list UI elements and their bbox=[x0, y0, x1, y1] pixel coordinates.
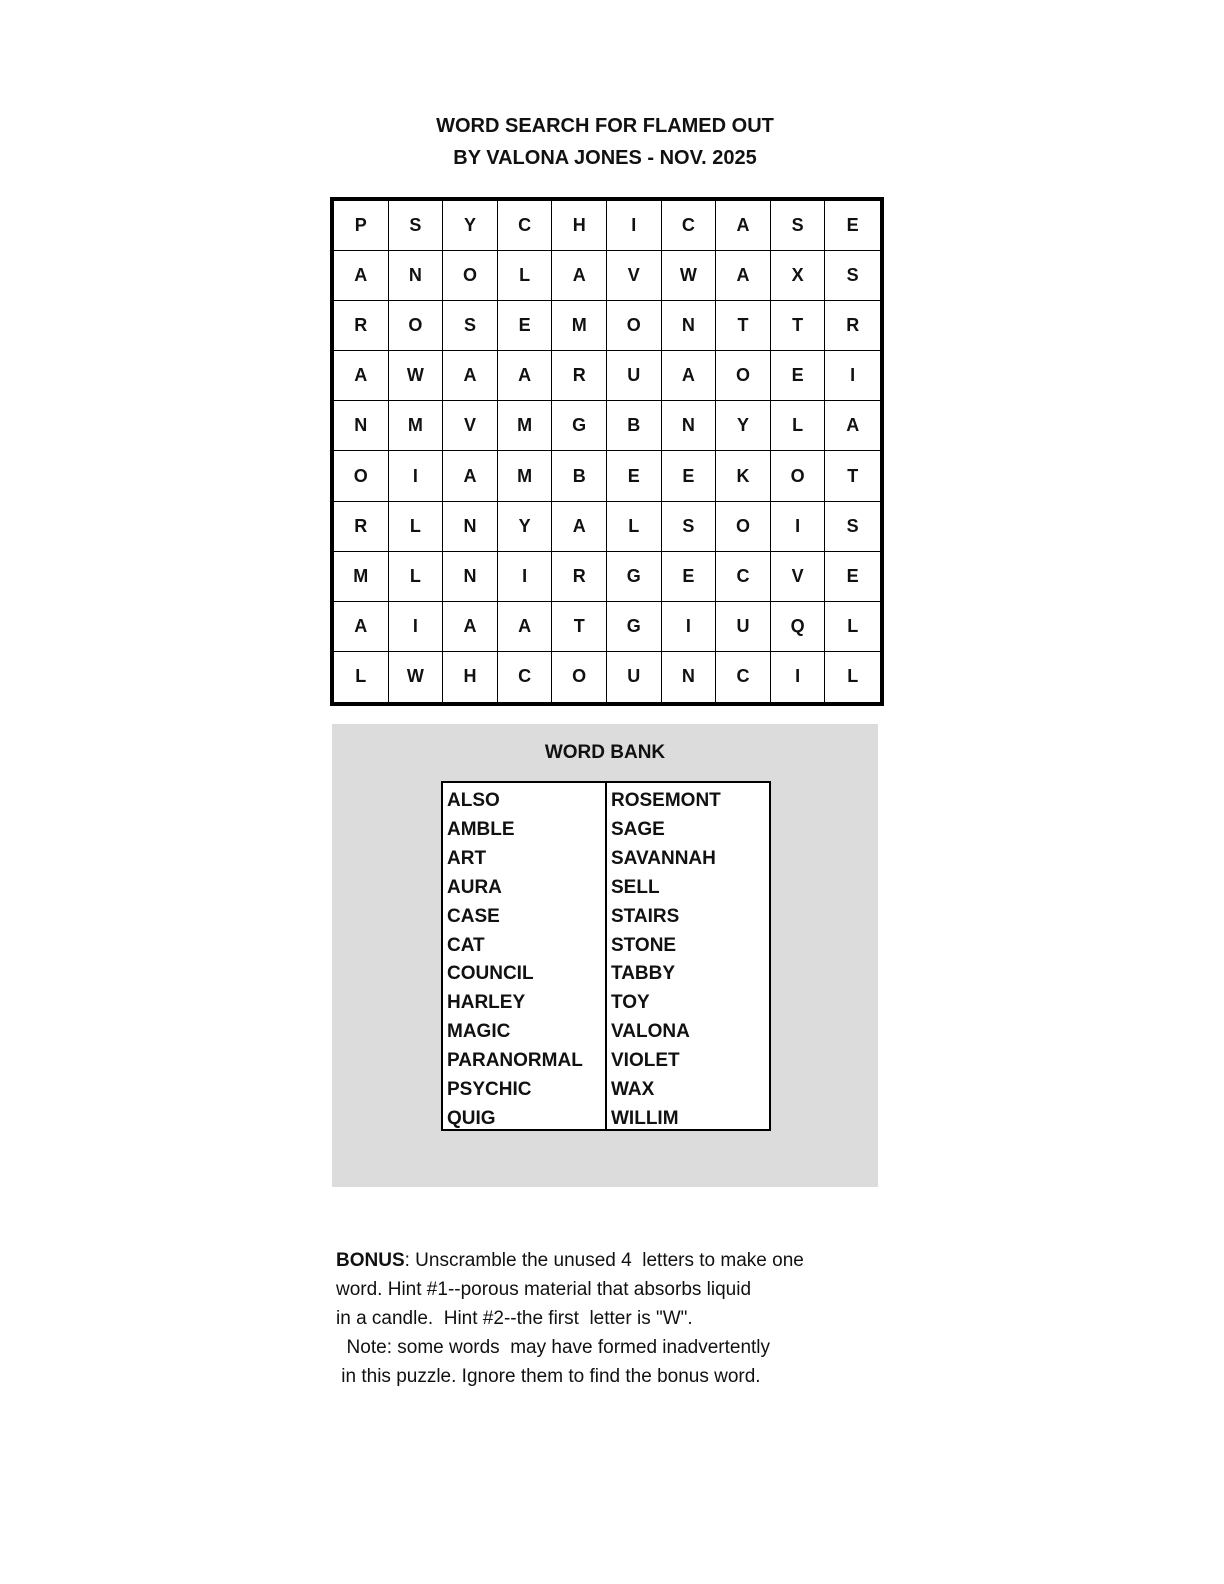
grid-cell[interactable]: Y bbox=[443, 201, 498, 251]
grid-cell[interactable]: C bbox=[498, 652, 553, 702]
word-bank-entry: VIOLET bbox=[611, 1050, 680, 1072]
word-bank-entry: PSYCHIC bbox=[447, 1079, 532, 1101]
grid-cell[interactable]: M bbox=[498, 401, 553, 451]
grid-cell[interactable]: B bbox=[607, 401, 662, 451]
word-bank-entry: CASE bbox=[447, 905, 500, 927]
grid-cell[interactable]: E bbox=[662, 451, 717, 501]
grid-cell[interactable]: I bbox=[662, 602, 717, 652]
grid-cell[interactable]: O bbox=[443, 251, 498, 301]
word-bank-entry: TABBY bbox=[611, 963, 676, 985]
grid-cell[interactable]: O bbox=[552, 652, 607, 702]
grid-cell[interactable]: V bbox=[771, 552, 826, 602]
grid-cell[interactable]: L bbox=[334, 652, 389, 702]
grid-cell[interactable]: I bbox=[389, 451, 444, 501]
grid-cell[interactable]: R bbox=[552, 351, 607, 401]
bonus-instructions bbox=[336, 1246, 896, 1391]
puzzle-header bbox=[330, 110, 880, 174]
grid-cell[interactable]: I bbox=[498, 552, 553, 602]
grid-cell[interactable]: V bbox=[607, 251, 662, 301]
grid-cell[interactable]: L bbox=[389, 552, 444, 602]
grid-cell[interactable]: I bbox=[771, 652, 826, 702]
grid-cell[interactable]: T bbox=[716, 301, 771, 351]
word-bank-entry: COUNCIL bbox=[447, 963, 534, 985]
word-bank-entry: CAT bbox=[447, 934, 485, 956]
word-bank-entry: MAGIC bbox=[447, 1021, 511, 1043]
grid-cell[interactable]: Q bbox=[771, 602, 826, 652]
grid-cell[interactable]: R bbox=[334, 502, 389, 552]
word-bank-title: WORD BANK bbox=[544, 742, 666, 763]
grid-cell[interactable]: U bbox=[716, 602, 771, 652]
grid-cell[interactable]: A bbox=[334, 602, 389, 652]
grid-cell[interactable]: Y bbox=[498, 502, 553, 552]
word-bank-right-column bbox=[605, 783, 769, 1129]
grid-cell[interactable]: H bbox=[552, 201, 607, 251]
grid-cell[interactable]: H bbox=[443, 652, 498, 702]
grid-cell[interactable]: I bbox=[771, 502, 826, 552]
bonus-label: BONUS bbox=[336, 1250, 405, 1271]
word-bank-left-column bbox=[443, 783, 605, 1129]
grid-cell[interactable]: B bbox=[552, 451, 607, 501]
grid-cell[interactable]: T bbox=[552, 602, 607, 652]
grid-cell[interactable]: N bbox=[662, 301, 717, 351]
word-bank-entry: TOY bbox=[611, 992, 650, 1014]
word-bank-entry: SAVANNAH bbox=[611, 847, 716, 869]
grid-cell[interactable]: C bbox=[498, 201, 553, 251]
word-bank-entry: SELL bbox=[611, 876, 660, 898]
grid-cell[interactable]: E bbox=[607, 451, 662, 501]
word-bank-entry: WILLIM bbox=[611, 1107, 679, 1129]
grid-cell[interactable]: S bbox=[662, 502, 717, 552]
grid-cell[interactable]: P bbox=[334, 201, 389, 251]
word-bank-entry: WAX bbox=[611, 1079, 655, 1101]
grid-cell[interactable]: V bbox=[443, 401, 498, 451]
grid-cell[interactable]: G bbox=[552, 401, 607, 451]
grid-cell[interactable]: E bbox=[498, 301, 553, 351]
grid-cell[interactable]: I bbox=[607, 201, 662, 251]
grid-cell[interactable]: I bbox=[825, 351, 880, 401]
grid-cell[interactable]: O bbox=[389, 301, 444, 351]
grid-cell[interactable]: O bbox=[716, 351, 771, 401]
grid-cell[interactable]: W bbox=[389, 652, 444, 702]
grid-cell[interactable]: A bbox=[552, 251, 607, 301]
grid-cell[interactable]: L bbox=[607, 502, 662, 552]
word-bank-entry: AMBLE bbox=[447, 818, 515, 840]
grid-cell[interactable]: L bbox=[389, 502, 444, 552]
bonus-line-5: in this puzzle. Ignore them to find the bonus word. bbox=[336, 1366, 761, 1387]
grid-cell[interactable]: M bbox=[334, 552, 389, 602]
grid-cell[interactable]: L bbox=[847, 666, 859, 687]
grid-cell[interactable]: G bbox=[607, 602, 662, 652]
grid-cell[interactable]: K bbox=[716, 451, 771, 501]
grid-cell[interactable]: U bbox=[607, 351, 662, 401]
grid-cell[interactable]: U bbox=[607, 652, 662, 702]
word-bank-entry: VALONA bbox=[611, 1021, 690, 1043]
grid-cell[interactable]: O bbox=[716, 502, 771, 552]
word-bank-table bbox=[441, 781, 771, 1131]
word-bank-entry: HARLEY bbox=[447, 992, 526, 1014]
grid-cell[interactable]: T bbox=[771, 301, 826, 351]
grid-cell[interactable]: C bbox=[716, 552, 771, 602]
grid-cell[interactable]: A bbox=[498, 351, 553, 401]
grid-cell[interactable]: C bbox=[716, 652, 771, 702]
grid-cell[interactable]: A bbox=[716, 201, 771, 251]
grid-cell[interactable]: M bbox=[498, 451, 553, 501]
grid-cell[interactable]: W bbox=[662, 251, 717, 301]
grid-cell[interactable]: A bbox=[443, 351, 498, 401]
grid-cell[interactable]: S bbox=[443, 301, 498, 351]
grid-cell[interactable]: A bbox=[825, 401, 880, 451]
grid-cell[interactable]: W bbox=[389, 351, 444, 401]
grid-cell[interactable]: Y bbox=[716, 401, 771, 451]
grid-cell[interactable]: R bbox=[334, 301, 389, 351]
grid-cell[interactable]: S bbox=[389, 201, 444, 251]
grid-cell[interactable]: E bbox=[771, 351, 826, 401]
grid-cell[interactable]: A bbox=[552, 502, 607, 552]
grid-cell[interactable]: O bbox=[607, 301, 662, 351]
bonus-line-2: word. Hint #1--porous material that absorbs liquid bbox=[336, 1279, 752, 1300]
grid-cell[interactable]: N bbox=[662, 401, 717, 451]
word-search-grid bbox=[330, 197, 884, 706]
word-bank-entry: AURA bbox=[447, 876, 502, 898]
grid-cell[interactable]: T bbox=[825, 451, 880, 501]
grid-cell[interactable]: G bbox=[607, 552, 662, 602]
grid-cell[interactable]: A bbox=[443, 451, 498, 501]
grid-cell[interactable]: A bbox=[716, 251, 771, 301]
grid-cell[interactable]: S bbox=[825, 251, 880, 301]
grid-cell[interactable]: C bbox=[662, 201, 717, 251]
bonus-line-3: in a candle. Hint #2--the first letter is "W". bbox=[336, 1308, 693, 1329]
word-bank-entry: PARANORMAL bbox=[447, 1050, 583, 1072]
word-bank-entry: SAGE bbox=[611, 818, 665, 840]
grid-cell[interactable]: E bbox=[825, 201, 880, 251]
grid-cell[interactable]: N bbox=[443, 552, 498, 602]
word-bank-entry: ALSO bbox=[447, 790, 500, 811]
grid-cell[interactable]: I bbox=[389, 602, 444, 652]
grid-cell[interactable]: N bbox=[334, 401, 389, 451]
grid-cell[interactable]: A bbox=[334, 251, 389, 301]
bonus-line-1 bbox=[336, 1246, 896, 1275]
word-bank-entry: STONE bbox=[611, 934, 677, 956]
grid-cell[interactable]: R bbox=[552, 552, 607, 602]
word-bank-entry: ROSEMONT bbox=[611, 790, 721, 811]
grid-cell[interactable]: M bbox=[552, 301, 607, 351]
grid-cell[interactable]: S bbox=[771, 201, 826, 251]
word-bank-panel bbox=[332, 724, 878, 1187]
grid-cell[interactable]: A bbox=[662, 351, 717, 401]
grid-cell[interactable]: M bbox=[389, 401, 444, 451]
word-bank-entry: QUIG bbox=[447, 1107, 496, 1129]
puzzle-byline: BY VALONA JONES - NOV. 2025 bbox=[453, 147, 757, 169]
grid-cell[interactable]: O bbox=[771, 451, 826, 501]
grid-cell[interactable]: A bbox=[334, 351, 389, 401]
grid-cell[interactable]: A bbox=[498, 602, 553, 652]
grid-cell[interactable]: N bbox=[662, 652, 717, 702]
grid-cell[interactable]: E bbox=[825, 552, 880, 602]
grid-cell[interactable]: R bbox=[825, 301, 880, 351]
bonus-line-1-text: : Unscramble the unused 4 letters to make one bbox=[404, 1250, 804, 1271]
grid-cell[interactable]: O bbox=[334, 451, 389, 501]
grid-cell[interactable]: L bbox=[498, 251, 553, 301]
word-bank-entry: ART bbox=[447, 847, 487, 869]
grid-cell[interactable]: L bbox=[771, 401, 826, 451]
puzzle-title: WORD SEARCH FOR FLAMED OUT bbox=[436, 115, 774, 137]
bonus-line-4: Note: some words may have formed inadvertently bbox=[336, 1337, 771, 1358]
word-bank-entry: STAIRS bbox=[611, 905, 680, 927]
grid-cell[interactable]: N bbox=[389, 251, 444, 301]
grid-cell[interactable]: A bbox=[443, 602, 498, 652]
grid-cell[interactable]: X bbox=[771, 251, 826, 301]
grid-cell[interactable]: L bbox=[825, 602, 880, 652]
grid-cell[interactable]: S bbox=[825, 502, 880, 552]
grid-cell[interactable]: E bbox=[662, 552, 717, 602]
grid-cell[interactable]: N bbox=[443, 502, 498, 552]
